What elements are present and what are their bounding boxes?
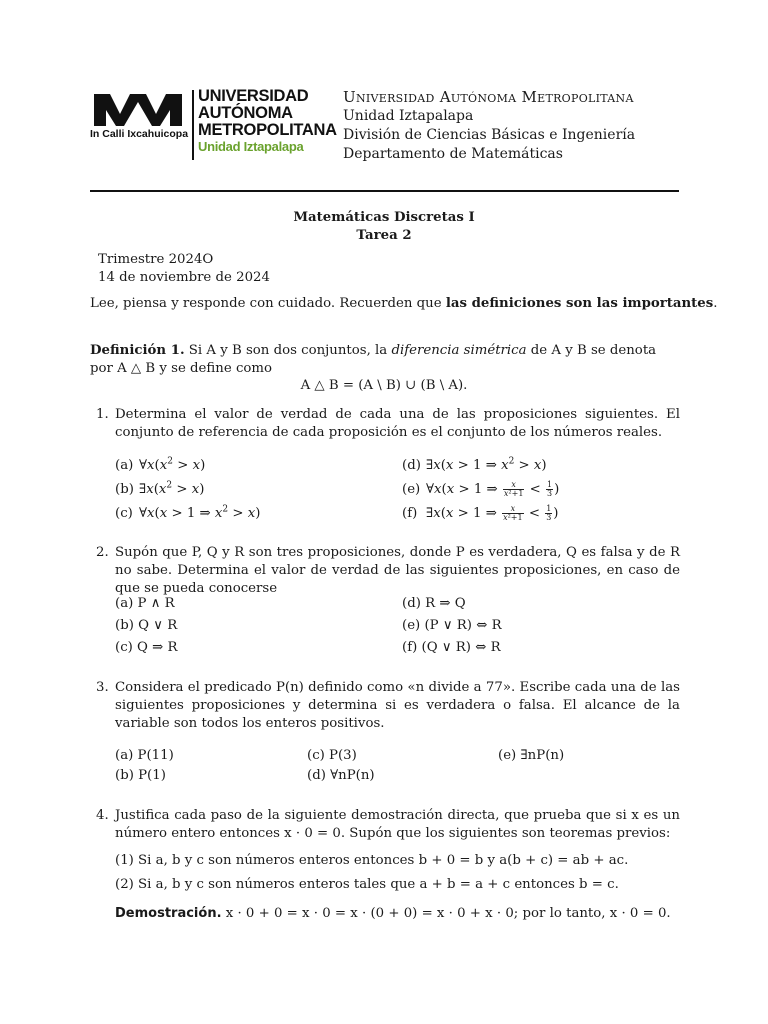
problem-2-option-c: (c) Q ⇒ R bbox=[115, 640, 178, 655]
problem-number: 4. bbox=[96, 808, 109, 823]
course-title: Matemáticas Discretas I bbox=[293, 210, 475, 225]
intro-text: Lee, piensa y responde con cuidado. Recuerden que las definiciones son las importantes. bbox=[90, 296, 718, 311]
problem-1-option-b: (b) $\exists x(x^2 > x)$ bbox=[115, 481, 205, 498]
uam-logo bbox=[90, 87, 337, 160]
proof-text: x · 0 + 0 = x · 0 = x · (0 + 0) = x · 0 + x · 0; por lo tanto, x · 0 = 0. bbox=[225, 906, 671, 921]
definition-label: Definición 1. bbox=[90, 343, 185, 358]
department-name: Departamento de Matemáticas bbox=[343, 146, 563, 162]
term: Trimestre 2024O bbox=[98, 252, 214, 267]
problem-1-option-a: (a) $\forall x(x^2 > x)$ bbox=[115, 457, 206, 474]
problem-2-option-a: (a) P ∧ R bbox=[115, 596, 175, 611]
proof-label: Demostración. bbox=[115, 906, 222, 921]
problem-text: Justifica cada paso de la siguiente demostración directa, que prueba que si x es un número entero entonces x · 0 = 0. Supón que los siguientes son teoremas previos: bbox=[115, 808, 680, 841]
problem-4 bbox=[90, 807, 680, 843]
problem-text: Considera el predicado P(n) definido como «n divide a 77». Escribe cada una de las siguientes proposiciones y determina si es verdadera o falsa. El alcance de la variable son todos los enteros positivos. bbox=[115, 680, 680, 731]
problem-3-option-e: (e) ∃nP(n) bbox=[498, 748, 565, 763]
problem-2-option-d: (d) R ⇒ Q bbox=[402, 596, 466, 611]
proof bbox=[115, 905, 671, 923]
problem-3-option-a: (a) P(11) bbox=[115, 748, 174, 763]
problem-3-option-d: (d) ∀nP(n) bbox=[307, 768, 375, 783]
date: 14 de noviembre de 2024 bbox=[98, 270, 270, 285]
university-name: Universidad Autónoma Metropolitana bbox=[343, 88, 634, 106]
meta-block bbox=[98, 251, 270, 287]
division-name: División de Ciencias Básicas e Ingeniería bbox=[343, 127, 636, 143]
institution-block bbox=[343, 88, 635, 164]
problem-2-option-e: (e) (P ∨ R) ⇔ R bbox=[402, 618, 502, 633]
problem-number: 2. bbox=[96, 545, 109, 560]
problem-3 bbox=[90, 679, 680, 733]
problem-1-option-d: (d) ∃x(x > 1 ⇒ $x^2 > x$) bbox=[402, 457, 547, 474]
theorem-1: (1) Si a, b y c son números enteros entonces b + 0 = b y a(b + c) = ab + ac. bbox=[115, 853, 629, 868]
problem-2-option-f: (f) (Q ∨ R) ⇔ R bbox=[402, 640, 501, 655]
unit-name: Unidad Iztapalapa bbox=[343, 108, 474, 124]
problem-number: 1. bbox=[96, 407, 109, 422]
problem-3-option-c: (c) P(3) bbox=[307, 748, 357, 763]
problem-3-option-b: (b) P(1) bbox=[115, 768, 166, 783]
definition-formula: A △ B = (A \ B) ∪ (B \ A). bbox=[300, 378, 468, 393]
definition-term: diferencia simétrica bbox=[391, 343, 527, 358]
problem-2 bbox=[90, 544, 680, 598]
intro-bold: las definiciones son las importantes bbox=[445, 296, 714, 311]
logo-wordmark: UNIVERSIDAD AUTÓNOMA METROPOLITANA Unidad Iztapalapa bbox=[198, 87, 337, 154]
problem-1 bbox=[90, 406, 680, 442]
problem-2-option-b: (b) Q ∨ R bbox=[115, 618, 178, 633]
problem-text: Determina el valor de verdad de cada una de las proposiciones siguientes. El conjunto de referencia de cada proposición es el conjunto de los números reales. bbox=[115, 407, 680, 440]
definition-1: Definición 1. Si A y B son dos conjuntos, la diferencia simétrica de A y B se denota por A △ B y se define como bbox=[90, 343, 657, 376]
problem-1-option-f: (f) ∃x(x > 1 ⇒ $\frac{x}{\text{x²+1}}$ < $\frac{1}{3}$ ) bbox=[402, 504, 559, 522]
problem-number: 3. bbox=[96, 680, 109, 695]
problem-1-option-c: (c) ∀x(x > 1 ⇒ $x^2 > x$) bbox=[115, 505, 261, 522]
header-rule bbox=[90, 190, 679, 192]
problem-1-option-e: (e) ∀x(x > 1 ⇒ $\frac{x}{\text{x²+1}}$ < $\frac{1}{3}$ ) bbox=[402, 480, 560, 498]
problem-text: Supón que P, Q y R son tres proposiciones, donde P es verdadera, Q es falsa y de R no sabe. Determina el valor de verdad de las siguientes proposiciones, en caso de que se pueda conocerse bbox=[115, 545, 680, 596]
theorem-2: (2) Si a, b y c son números enteros tales que a + b = a + c entonces b = c. bbox=[115, 877, 619, 892]
assignment-title: Tarea 2 bbox=[356, 228, 412, 243]
logo-motto: In Calli Ixcahuicopa bbox=[90, 128, 189, 140]
